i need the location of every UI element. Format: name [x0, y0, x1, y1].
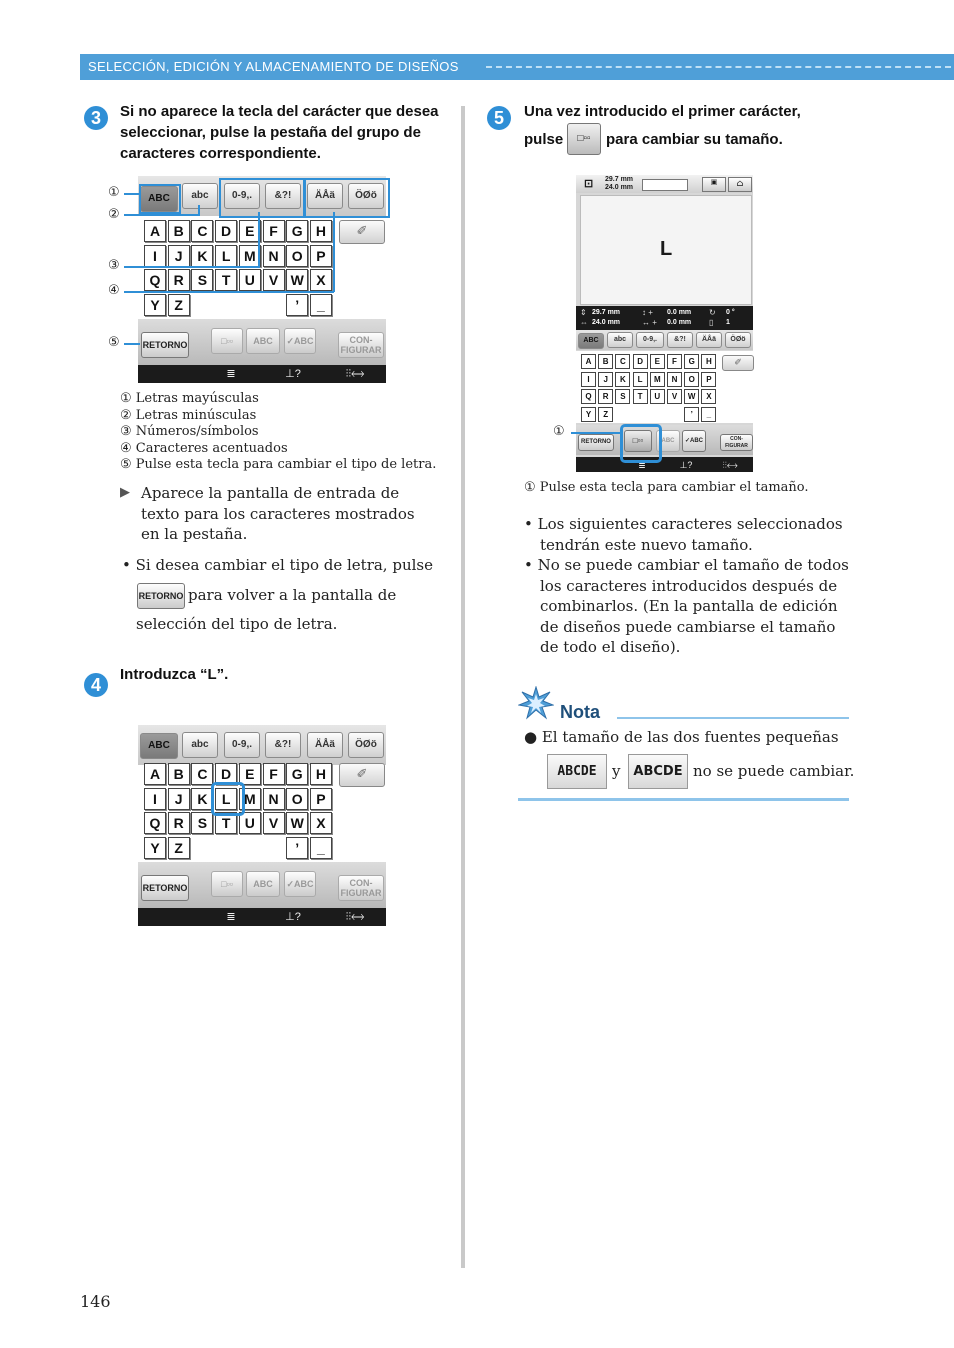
key-d[interactable]: D [215, 763, 237, 785]
tab-lowercase[interactable]: abc [182, 183, 218, 209]
check-text-button[interactable]: ✓ABC [284, 328, 316, 354]
top-size-readout: 29.7 mm 24.0 mm [605, 176, 634, 191]
edit-toolbar [576, 425, 753, 455]
tab-accented-a[interactable]: ÄÅä [696, 332, 722, 348]
key-r[interactable]: R [168, 812, 190, 834]
key-y[interactable]: Y [581, 407, 596, 422]
key-w[interactable]: W [286, 812, 308, 834]
callout-size: ① [553, 424, 565, 439]
key-o[interactable]: O [684, 372, 699, 387]
key-i[interactable]: I [581, 372, 596, 387]
page-number: 146 [80, 1292, 111, 1311]
tab-accented-a[interactable]: ÄÅä [307, 183, 343, 209]
step-3-badge: 3 [84, 106, 108, 130]
keyboard-screen-2 [138, 725, 386, 926]
spacing-icon[interactable]: ⫶⫶⟷ [345, 368, 365, 380]
nota-tail: no se puede cambiar. [693, 762, 855, 780]
configurar-button[interactable]: CON- FIGURAR [338, 875, 384, 901]
list-icon[interactable]: ≣ [226, 911, 236, 923]
key-q[interactable]: Q [581, 389, 596, 404]
key-m[interactable]: M [650, 372, 665, 387]
legend-item: ② Letras minúsculas [120, 407, 257, 423]
size-button[interactable]: □▫▫ [624, 430, 652, 452]
page-header-title: SELECCIÓN, EDICIÓN Y ALMACENAMIENTO DE DISEÑOS [88, 59, 459, 74]
tab-symbols[interactable]: &?! [265, 183, 301, 209]
rotate-readout: 0 ° 1 [726, 309, 735, 326]
size-inline-button: □▫▫ [567, 123, 601, 155]
callout-4-box-top [304, 178, 390, 218]
key-l[interactable]: L [633, 372, 648, 387]
callout-2-line [124, 214, 200, 216]
key-e[interactable]: E [239, 763, 261, 785]
retorno-button[interactable]: RETORNO [141, 332, 189, 358]
font-sample-1: ABCDE [547, 754, 607, 789]
key-y[interactable]: Y [144, 294, 166, 316]
key-p[interactable]: P [310, 245, 332, 267]
arc-text-button[interactable]: ABC [246, 328, 280, 354]
check-text-button[interactable]: ✓ABC [682, 430, 706, 452]
step-3-legend [120, 391, 450, 474]
result-text: Aparece la pantalla de entrada de texto para los caracteres mostrados en la pestaña. [141, 484, 415, 543]
legend-item: ① Letras mayúsculas [120, 391, 259, 406]
highlight-size-button [620, 424, 662, 463]
key-l[interactable]: L [215, 245, 237, 267]
nota-title-rule [617, 717, 849, 719]
key-x[interactable]: X [310, 812, 332, 834]
bottom-toolbar [138, 862, 386, 908]
key-x[interactable]: X [310, 269, 332, 291]
key-n[interactable]: N [667, 372, 682, 387]
list-icon[interactable]: ≣ [226, 368, 236, 380]
key-u[interactable]: U [239, 269, 261, 291]
key-apostrophe[interactable]: ’ [286, 294, 308, 316]
font-sample-2: ABCDE [628, 754, 688, 789]
step-3-bullet-line2: para volver a la pantalla de [188, 586, 397, 604]
key-d[interactable]: D [215, 220, 237, 242]
key-l[interactable]: L [215, 788, 237, 810]
step-5-title-line1: Una vez introducido el primer carácter, [524, 103, 801, 120]
tab-symbols[interactable]: &?! [265, 732, 301, 758]
retorno-button[interactable]: RETORNO [578, 434, 614, 451]
legend-item: ④ Caracteres acentuados [120, 440, 288, 456]
list-icon[interactable]: ≣ [638, 460, 646, 470]
key-z[interactable]: Z [598, 407, 613, 422]
key-v[interactable]: V [263, 269, 285, 291]
callout-3-line [124, 266, 260, 268]
tab-numbers[interactable]: 0-9,. [636, 332, 664, 348]
tab-uppercase[interactable]: ABC [140, 186, 178, 212]
key-k[interactable]: K [191, 788, 213, 810]
rotate-icon: ↻ ▯ [709, 308, 716, 327]
size-indicator-icon: ⊡ [584, 178, 594, 190]
key-f[interactable]: F [263, 763, 285, 785]
key-f[interactable]: F [263, 220, 285, 242]
key-space[interactable]: _ [701, 407, 716, 422]
tab-accented-o[interactable]: ÖØö [725, 332, 751, 348]
callout-4: ④ [108, 283, 120, 298]
step-5-bullets [524, 514, 849, 658]
key-t[interactable]: T [215, 269, 237, 291]
legend-item: ⑤ Pulse esta tecla para cambiar el tipo de letra. [120, 457, 437, 472]
step-5-legend: ① Pulse esta tecla para cambiar el tamaño. [524, 480, 809, 495]
callout-3: ③ [108, 258, 120, 273]
nota-title: Nota [560, 702, 600, 722]
size-button[interactable]: □▫▫ [211, 328, 243, 354]
preview-character: L [660, 238, 673, 260]
highlight-key-l [211, 782, 245, 816]
bullet-item: • Los siguientes caracteres seleccionados tendrán este nuevo tamaño. [524, 515, 843, 554]
key-h[interactable]: H [310, 763, 332, 785]
key-x[interactable]: X [701, 389, 716, 404]
tab-accented-a[interactable]: ÄÅä [307, 732, 343, 758]
edit-tab-strip [576, 330, 753, 350]
retorno-button[interactable]: RETORNO [141, 875, 189, 901]
nota-y: y [612, 762, 621, 780]
edit-status-bar [576, 457, 753, 472]
key-apostrophe[interactable]: ’ [286, 837, 308, 859]
key-v[interactable]: V [263, 812, 285, 834]
key-j[interactable]: J [598, 372, 613, 387]
key-g[interactable]: G [286, 763, 308, 785]
key-y[interactable]: Y [144, 837, 166, 859]
key-t[interactable]: T [215, 812, 237, 834]
key-w[interactable]: W [286, 269, 308, 291]
arrow-icon: ▶ [120, 485, 130, 500]
key-u[interactable]: U [239, 812, 261, 834]
key-d[interactable]: D [633, 354, 648, 369]
key-o[interactable]: O [286, 788, 308, 810]
key-m[interactable]: M [239, 245, 261, 267]
eraser-icon[interactable]: ✐ [339, 220, 385, 244]
memory-icon[interactable]: ▣ [702, 177, 726, 192]
edit-screen [576, 175, 753, 472]
tab-numbers[interactable]: 0-9,. [224, 732, 260, 758]
key-u[interactable]: U [650, 389, 665, 404]
help-icon[interactable]: ⊥? [679, 460, 693, 470]
key-w[interactable]: W [684, 389, 699, 404]
step-3-result [120, 483, 435, 545]
tab-uppercase[interactable]: ABC [578, 333, 604, 349]
preview-area [580, 195, 752, 305]
step-3-bullet-line3: selección del tipo de letra. [136, 615, 338, 633]
key-p[interactable]: P [310, 788, 332, 810]
edit-top-bar [576, 175, 753, 193]
key-n[interactable]: N [263, 245, 285, 267]
move-icon: ↕ + ↔ + [642, 308, 657, 327]
key-b[interactable]: B [168, 763, 190, 785]
home-icon[interactable]: ⌂ [728, 177, 752, 192]
configurar-button[interactable]: CON- FIGURAR [720, 434, 753, 451]
key-q[interactable]: Q [144, 269, 166, 291]
key-h[interactable]: H [701, 354, 716, 369]
key-c[interactable]: C [191, 220, 213, 242]
key-n[interactable]: N [263, 788, 285, 810]
key-a[interactable]: A [581, 354, 596, 369]
arc-text-button[interactable]: ABC [246, 871, 280, 897]
tab-accented-o[interactable]: ÖØö [348, 183, 384, 209]
key-g[interactable]: G [684, 354, 699, 369]
info-bar [576, 306, 753, 330]
step-5-title-pulse: pulse [524, 131, 564, 148]
key-t[interactable]: T [633, 389, 648, 404]
check-text-button[interactable]: ✓ABC [284, 871, 316, 897]
key-r[interactable]: R [168, 269, 190, 291]
callout-5-line [124, 343, 140, 345]
key-r[interactable]: R [598, 389, 613, 404]
key-b[interactable]: B [168, 220, 190, 242]
callout-4-line [124, 291, 334, 293]
tab-symbols[interactable]: &?! [667, 332, 693, 348]
key-q[interactable]: Q [144, 812, 166, 834]
help-icon[interactable]: ⊥? [285, 911, 301, 923]
key-j[interactable]: J [168, 245, 190, 267]
configurar-button[interactable]: CON- FIGURAR [338, 332, 384, 358]
callout-1-line [124, 193, 140, 195]
callout-4-connector [333, 212, 335, 292]
size-readout: 29.7 mm 24.0 mm [592, 309, 621, 326]
eraser-icon[interactable]: ✐ [722, 355, 754, 371]
tab-lowercase[interactable]: abc [607, 332, 633, 348]
step-4-badge: 4 [84, 673, 108, 697]
eraser-icon[interactable]: ✐ [339, 763, 385, 787]
key-b[interactable]: B [598, 354, 613, 369]
callout-1-box [139, 184, 181, 214]
step-3-bullet-line1: • Si desea cambiar el tipo de letra, pulse [122, 556, 433, 574]
key-a[interactable]: A [144, 763, 166, 785]
key-space[interactable]: _ [310, 837, 332, 859]
offset-readout: 0.0 mm 0.0 mm [667, 309, 692, 326]
step-4-title: Introduzca “L”. [120, 666, 229, 683]
key-z[interactable]: Z [168, 294, 190, 316]
key-space[interactable]: _ [310, 294, 332, 316]
key-e[interactable]: E [650, 354, 665, 369]
key-z[interactable]: Z [168, 837, 190, 859]
callout-3-box-top [219, 178, 305, 218]
key-f[interactable]: F [667, 354, 682, 369]
step-3-title: Si no aparece la tecla del carácter que desea seleccionar, pulse la pestaña del grupo de caracteres correspondiente. [120, 103, 439, 162]
key-a[interactable]: A [144, 220, 166, 242]
tab-lowercase[interactable]: abc [182, 732, 218, 758]
step-5-badge: 5 [487, 106, 511, 130]
retorno-inline-button: RETORNO [137, 583, 185, 609]
spacing-icon[interactable]: ⫶⫶⟷ [345, 911, 365, 923]
bottom-toolbar [138, 319, 386, 365]
frame-icon [642, 179, 688, 191]
key-c[interactable]: C [615, 354, 630, 369]
tab-strip [138, 725, 386, 765]
key-s[interactable]: S [615, 389, 630, 404]
size-icon: ⇕ ⇔ [580, 308, 588, 327]
key-c[interactable]: C [191, 763, 213, 785]
spacing-icon[interactable]: ⫶⫶⟷ [722, 460, 738, 470]
key-k[interactable]: K [191, 245, 213, 267]
key-m[interactable]: M [239, 788, 261, 810]
key-g[interactable]: G [286, 220, 308, 242]
tab-numbers[interactable]: 0-9,. [224, 183, 260, 209]
header-dashed-line [486, 66, 951, 68]
callout-3-connector [258, 212, 260, 266]
key-j[interactable]: J [168, 788, 190, 810]
size-button[interactable]: □▫▫ [211, 871, 243, 897]
help-icon[interactable]: ⊥? [285, 368, 301, 380]
key-h[interactable]: H [310, 220, 332, 242]
step-5-title-line2: para cambiar su tamaño. [606, 131, 783, 148]
legend-item: ③ Números/símbolos [120, 424, 259, 439]
key-s[interactable]: S [191, 812, 213, 834]
status-bar [138, 908, 386, 926]
tab-accented-o[interactable]: ÖØö [348, 732, 384, 758]
callout-2: ② [108, 207, 120, 222]
tab-uppercase[interactable]: ABC [140, 733, 178, 759]
key-e[interactable]: E [239, 220, 261, 242]
key-o[interactable]: O [286, 245, 308, 267]
key-v[interactable]: V [667, 389, 682, 404]
nota-bottom-rule [518, 798, 849, 801]
key-p[interactable]: P [701, 372, 716, 387]
key-i[interactable]: I [144, 788, 166, 810]
nota-text: ● El tamaño de las dos fuentes pequeñas [524, 728, 839, 746]
status-bar [138, 365, 386, 383]
key-apostrophe[interactable]: ’ [684, 407, 699, 422]
column-divider [461, 106, 465, 1268]
arc-text-button[interactable]: ABC [656, 430, 680, 452]
nota-star-icon [518, 686, 554, 720]
callout-2-tick [198, 205, 200, 215]
key-s[interactable]: S [191, 269, 213, 291]
callout-size-line [571, 432, 621, 434]
key-i[interactable]: I [144, 245, 166, 267]
bullet-item: • No se puede cambiar el tamaño de todos los caracteres introducidos después de combinarlos. (En la pantalla de edición de diseños puede cambiarse el tamaño de todo el diseño). [524, 556, 849, 656]
key-k[interactable]: K [615, 372, 630, 387]
callout-5: ⑤ [108, 335, 120, 350]
callout-1: ① [108, 185, 120, 200]
